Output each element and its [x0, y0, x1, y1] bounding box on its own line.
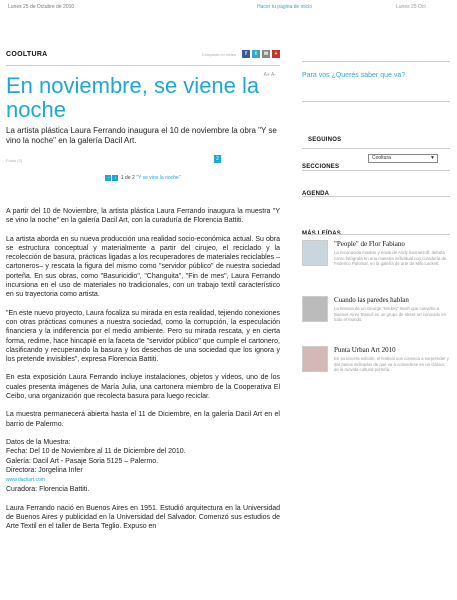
data-heading: Datos de la Muestra:: [6, 438, 71, 446]
seguinos-heading: SEGUINOS: [308, 137, 342, 143]
gallery-pager: [6, 175, 280, 181]
news-thumbnail[interactable]: [302, 346, 328, 372]
prev-photo-button[interactable]: ‹: [105, 175, 111, 181]
photo-caption: "Y se vino la noche": [136, 175, 181, 181]
email-icon[interactable]: ✉: [263, 51, 269, 57]
divider: [302, 196, 450, 197]
news-description: En su tercera edición, el festival nos convoca a sorprender y dar pasos indicados de qué va a convertirse en un clásico de la movida cultural porteña.: [334, 356, 449, 372]
secciones-heading: SECCIONES: [302, 164, 340, 170]
paragraph: La artista aborda en su nueva producción una realidad socio-económica actual. Su obra se estructura conceptual y materialmente a partir del cirujeo, el reciclado y la recolección de basura, prácticas ligadas a los recuperadores de materiales reciclables –cartoneros– y rescata la figura del mismo como "servidor público" de nuestra sociedad porteña. En sus obras, como "Basuricidio", "Changuita", "Fin de mes", Laura Ferrando incursiona en el uso de materiales no tradicionales, con un trabajo textil característico en su trayectoria como artista.: [6, 235, 280, 299]
secciones-select[interactable]: Cooltura ▼: [368, 154, 438, 163]
news-description: La reconocida modelo y novia de Andy Kusnetzoff, debuta como fotógrafa en una muestra individual con curaduría de Federico Palomar, en la galería de arte de Milo Lockett.: [334, 250, 447, 266]
share-plus-icon[interactable]: +: [272, 50, 280, 58]
section-header: [6, 44, 280, 66]
photo-count[interactable]: Fotos (2): [6, 158, 23, 163]
paragraph: En esta exposición Laura Ferrando incluye instalaciones, objetos y videos, uno de los cuales presenta imágenes de María Julia, una cartonera miembro de la Cooperativa El Ceibo, una organización que recolecta basura para luego reciclar.: [6, 374, 280, 401]
mas-leidas-heading: MÁS LEÍDAS: [302, 231, 342, 237]
artist-bio: Laura Ferrando nació en Buenos Aires en 1951. Estudió arquitectura en la Universidad de Buenos Aires y publicidad en la Universidad del Salvador. Comenzó sus estudios de Arte Textil en el taller de Berta Teglio. Expuso en: [6, 504, 280, 531]
data-galeria: Galería: Dacil Art - Pasaje Soria 5125 – Palermo.: [6, 457, 159, 465]
news-thumbnail[interactable]: [302, 240, 328, 266]
article-subtitle: La artista plástica Laura Ferrando inaugura el 10 de noviembre la obra "Y se vino la noche" en la galería Dacil Art.: [6, 126, 277, 145]
gallery-page-badge[interactable]: 2: [214, 155, 221, 163]
news-title[interactable]: "People" de Flor Fabiano: [334, 240, 405, 248]
share-bar: [202, 50, 280, 58]
sidebar: [302, 44, 450, 372]
twitter-icon[interactable]: t: [252, 50, 260, 58]
news-description: La historia de un George "Mickey" Bush que convirtió a Buenos Aires Stencil en un grupo de street art conocido en todo el mundo.: [334, 306, 447, 322]
next-photo-button[interactable]: ›: [112, 175, 118, 181]
divider: [302, 234, 450, 235]
home-page-link[interactable]: Hacer tu página de inicio: [257, 4, 313, 10]
share-label: Compartir en redes: [201, 51, 236, 57]
article-column: [6, 44, 280, 541]
gallery-website-link[interactable]: www.dacilart.com: [6, 477, 45, 484]
current-date: Lunes 25 de Octubre de 2010: [8, 4, 75, 10]
news-title[interactable]: Punta Urban Art 2010: [334, 346, 396, 354]
paragraph: "En este nuevo proyecto, Laura focaliza su mirada en esta realidad, tejiendo conexiones con otras prácticas comunes a nuestra sociedad, como la corrupción, la especulación financiera y la indiferencia por el medio ambiente. Pero su mirada rescata, y en cierta forma, redime, hace hincapié en la faceta de "servidor público" que cumple el cartonero, clasificando y recuperando la basura y los desechos de una sociedad que los ignora y los pretende invisibles", expresa Florencia Battiti.: [6, 309, 280, 364]
divider: [302, 170, 450, 171]
paragraph: A partir del 10 de Noviembre, la artista plástica Laura Ferrando inaugura la muestra "Y se vino la noche" en la galería Dacil Art, con la curaduría de Florencia Battiti.: [6, 208, 280, 225]
divider: [302, 148, 450, 149]
paragraph: La muestra permanecerá abierta hasta el 11 de Diciembre, en la galería Dacil Art en el barrio de Palermo.: [6, 411, 280, 428]
data-fecha: Fecha: Del 10 de Noviembre al 11 de Diciembre del 2010.: [6, 448, 186, 456]
font-size-tools[interactable]: A+ A-: [263, 72, 276, 78]
news-thumbnail[interactable]: [302, 296, 328, 322]
divider: [302, 101, 450, 102]
pager-current: 1: [120, 175, 124, 181]
data-curadora: Curadora: Florencia Battiti.: [6, 486, 90, 494]
pager-total: 2: [132, 175, 135, 181]
facebook-icon[interactable]: f: [242, 50, 250, 58]
data-directora: Directora: Jorgelina Infer: [6, 466, 83, 474]
top-bar: [0, 0, 457, 14]
article-title: En noviembre, se viene la noche: [6, 73, 260, 122]
article-body: [6, 207, 280, 532]
top-right-text: Lunes 25 Oct: [396, 4, 426, 10]
section-name[interactable]: COOLTURA: [6, 51, 48, 58]
sidebar-tagline[interactable]: Para vos ¿Querés saber que va?: [302, 72, 406, 79]
news-title[interactable]: Cuando las paredes hablan: [334, 296, 409, 304]
chevron-down-icon: ▼: [430, 155, 435, 161]
pager-of: de: [125, 175, 131, 181]
agenda-heading[interactable]: AGENDA: [302, 191, 330, 197]
sidebar-top-rule: [302, 44, 450, 62]
